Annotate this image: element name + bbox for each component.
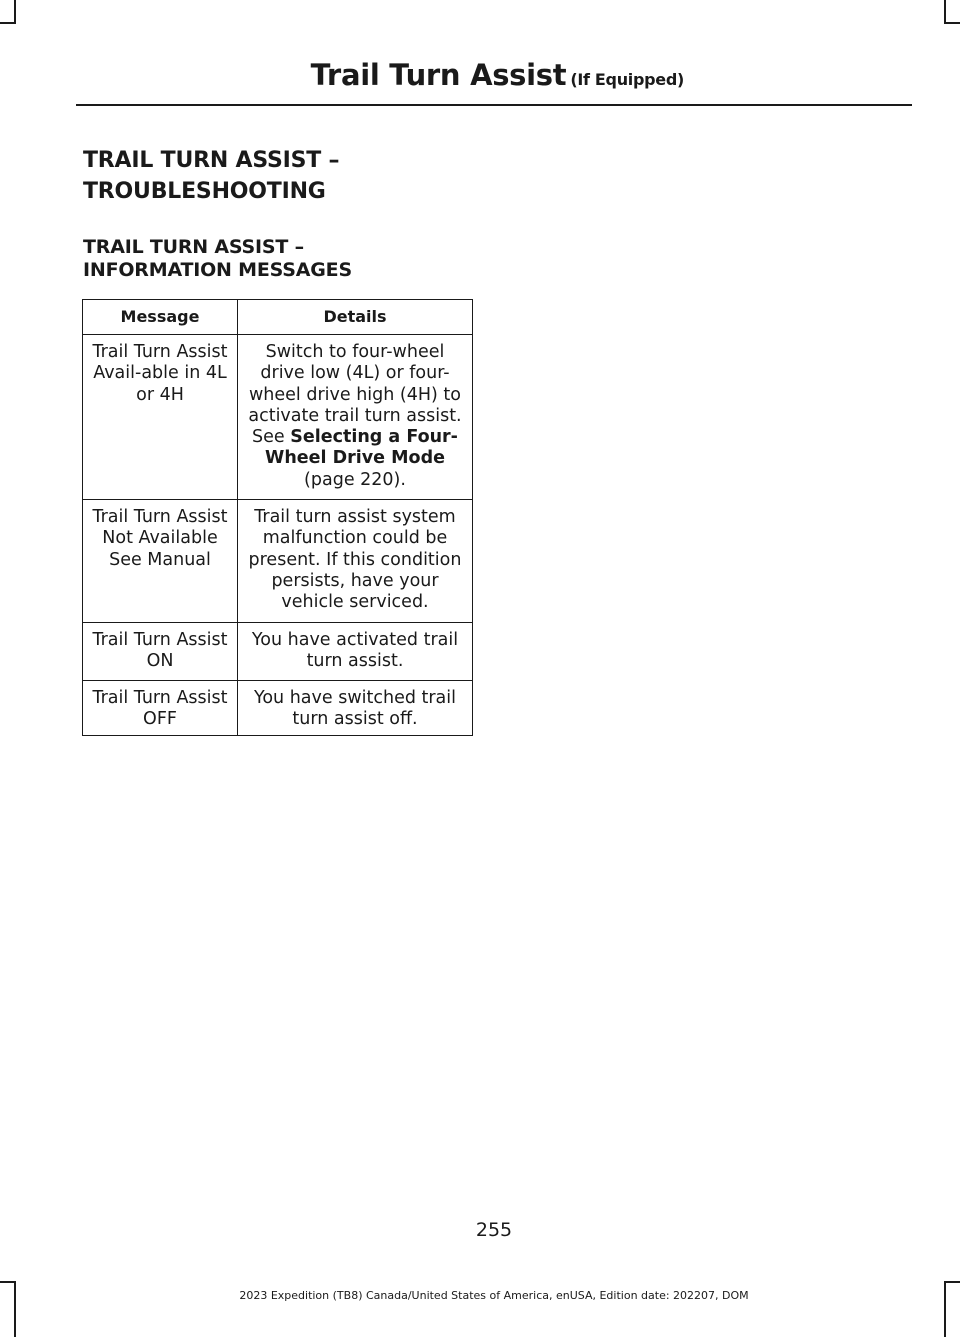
header-rule (76, 104, 912, 106)
information-messages-table (82, 299, 473, 736)
table-row (83, 335, 473, 500)
header-details: Details (238, 300, 473, 335)
header-title: Trail Turn Assist (310, 58, 567, 92)
subsection-title (83, 236, 352, 282)
details-cell: Trail turn assist system malfunction could be present. If this condition persists, have your vehicle serviced. (238, 500, 473, 622)
crop-mark (0, 1281, 16, 1283)
running-header (311, 58, 684, 92)
message-cell: Trail Turn Assist Not Available See Manual (83, 500, 238, 622)
crop-mark (944, 22, 960, 24)
message-cell: Trail Turn Assist ON (83, 622, 238, 681)
table-row (83, 622, 473, 681)
details-text: Switch to four-wheel drive low (4L) or four-wheel drive high (4H) to activate trail turn assist. See (248, 342, 462, 448)
page-number: 255 (475, 1219, 513, 1241)
message-cell: Trail Turn Assist Avail-able in 4L or 4H (83, 335, 238, 500)
cross-reference-link[interactable]: Selecting a Four-Wheel Drive Mode (265, 427, 458, 469)
header-subtitle: (If Equipped) (570, 70, 684, 89)
table-header-row (83, 300, 473, 335)
details-cell (238, 335, 473, 500)
header-message: Message (83, 300, 238, 335)
crop-mark (14, 0, 16, 24)
page-reference: (page 220). (304, 469, 406, 490)
section-title-line2: TROUBLESHOOTING (83, 179, 326, 204)
crop-mark (0, 22, 16, 24)
subsection-title-line2: INFORMATION MESSAGES (83, 259, 352, 281)
subsection-title-line1: TRAIL TURN ASSIST – (83, 236, 304, 258)
table-row (83, 681, 473, 736)
table-row (83, 500, 473, 622)
section-title-line1: TRAIL TURN ASSIST – (83, 148, 340, 173)
details-cell: You have activated trail turn assist. (238, 622, 473, 681)
details-cell: You have switched trail turn assist off. (238, 681, 473, 736)
message-cell: Trail Turn Assist OFF (83, 681, 238, 736)
footer-edition: 2023 Expedition (TB8) Canada/United States of America, enUSA, Edition date: 202207, DOM (239, 1289, 749, 1302)
crop-mark (944, 1281, 960, 1283)
crop-mark (944, 0, 946, 24)
